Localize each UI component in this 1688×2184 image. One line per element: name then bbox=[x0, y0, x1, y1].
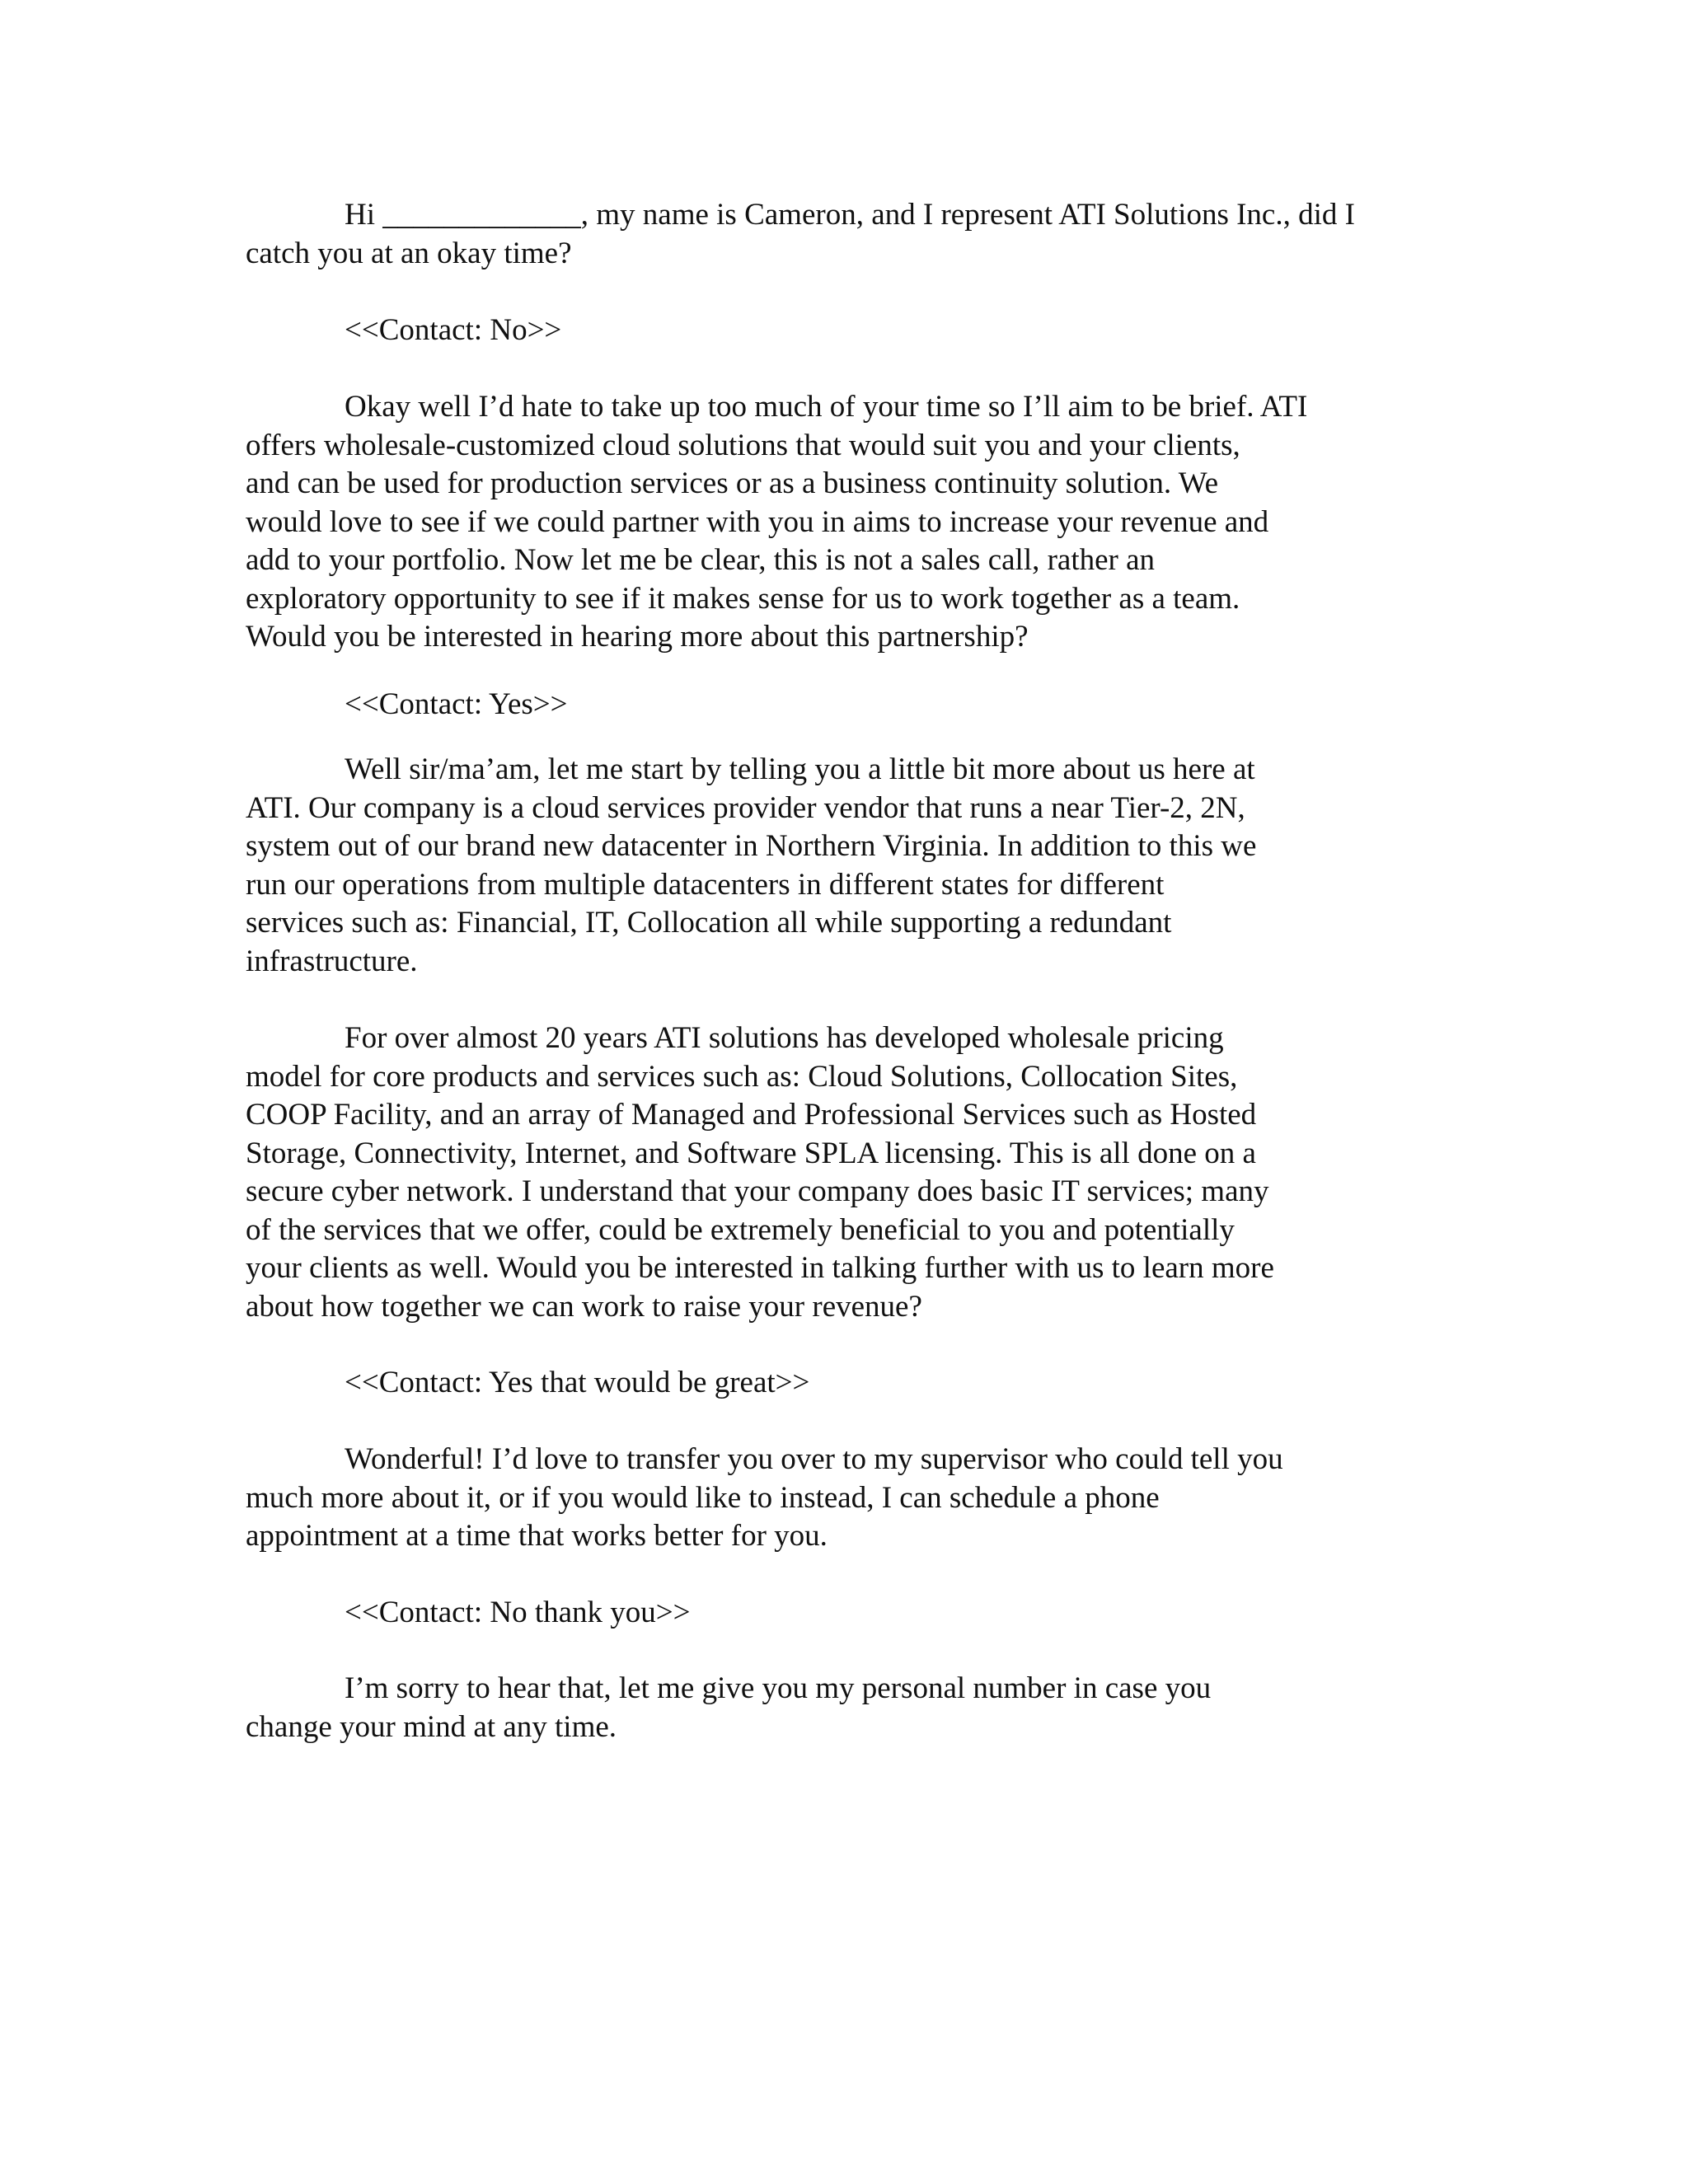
text-line: Hi _____________, my name is Cameron, and I represent ATI Solutions Inc., did I bbox=[345, 198, 1355, 232]
text-line: catch you at an okay time? bbox=[246, 236, 572, 270]
text-line: your clients as well. Would you be interested in talking further with us to learn more bbox=[246, 1251, 1274, 1285]
paragraph-transfer bbox=[246, 1441, 1432, 1556]
text-line: For over almost 20 years ATI solutions has developed wholesale pricing bbox=[345, 1021, 1224, 1055]
text-line: Wonderful! I’d love to transfer you over to my supervisor who could tell you bbox=[345, 1442, 1283, 1476]
text-line: much more about it, or if you would like to instead, I can schedule a phone bbox=[246, 1480, 1160, 1515]
paragraph-services bbox=[246, 1019, 1432, 1326]
text-line: change your mind at any time. bbox=[246, 1709, 617, 1744]
contact-response-no-thanks: <<Contact: No thank you>> bbox=[345, 1596, 691, 1629]
text-line: infrastructure. bbox=[246, 944, 418, 978]
text-line: about how together we can work to raise your revenue? bbox=[246, 1289, 922, 1324]
paragraph-greeting bbox=[246, 196, 1432, 273]
text-line: exploratory opportunity to see if it makes sense for us to work together as a team. bbox=[246, 581, 1240, 616]
text-line: system out of our brand new datacenter in Northern Virginia. In addition to this we bbox=[246, 829, 1257, 863]
text-line: COOP Facility, and an array of Managed and Professional Services such as Hosted bbox=[246, 1098, 1257, 1132]
text-line: offers wholesale-customized cloud solutions that would suit you and your clients, bbox=[246, 428, 1240, 462]
text-line: and can be used for production services or as a business continuity solution. We bbox=[246, 466, 1219, 500]
text-line: model for core products and services such as: Cloud Solutions, Collocation Sites, bbox=[246, 1059, 1238, 1094]
contact-response-yes: <<Contact: Yes>> bbox=[345, 687, 568, 721]
paragraph-about bbox=[246, 751, 1432, 981]
text-line: Okay well I’d hate to take up too much of your time so I’ll aim to be brief. ATI bbox=[345, 390, 1308, 424]
text-line: ATI. Our company is a cloud services provider vendor that runs a near Tier-2, 2N, bbox=[246, 790, 1245, 825]
text-line: secure cyber network. I understand that your company does basic IT services; many bbox=[246, 1174, 1269, 1208]
text-line: Would you be interested in hearing more about this partnership? bbox=[246, 620, 1029, 654]
paragraph-intro bbox=[246, 388, 1432, 657]
contact-response-great: <<Contact: Yes that would be great>> bbox=[345, 1366, 810, 1399]
text-line: would love to see if we could partner with you in aims to increase your revenue and bbox=[246, 504, 1269, 539]
text-line: run our operations from multiple datacenters in different states for different bbox=[246, 867, 1165, 902]
text-line: Well sir/ma’am, let me start by telling you a little bit more about us here at bbox=[345, 752, 1255, 786]
text-line: appointment at a time that works better for you. bbox=[246, 1519, 828, 1553]
paragraph-closing bbox=[246, 1670, 1432, 1746]
text-line: I’m sorry to hear that, let me give you my personal number in case you bbox=[345, 1671, 1212, 1705]
text-line: services such as: Financial, IT, Collocation all while supporting a redundant bbox=[246, 906, 1172, 940]
contact-response-no: <<Contact: No>> bbox=[345, 313, 562, 347]
text-line: Storage, Connectivity, Internet, and Software SPLA licensing. This is all done on a bbox=[246, 1136, 1256, 1170]
text-line: of the services that we offer, could be extremely beneficial to you and potentially bbox=[246, 1212, 1235, 1247]
text-line: add to your portfolio. Now let me be clear, this is not a sales call, rather an bbox=[246, 543, 1156, 577]
